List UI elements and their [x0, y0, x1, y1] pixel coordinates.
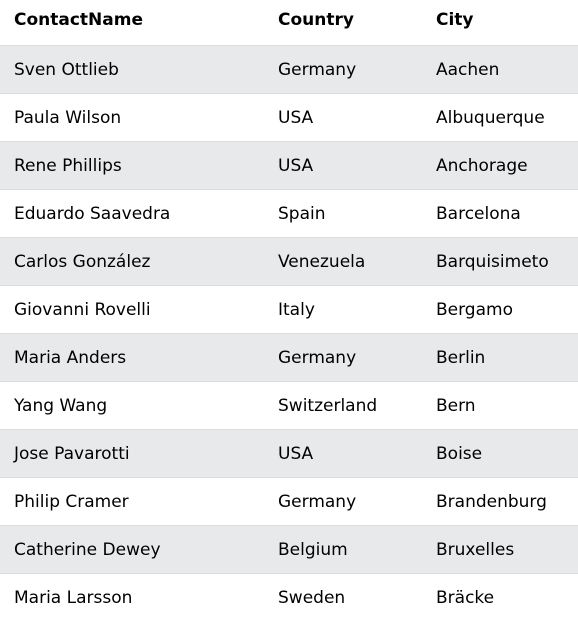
table-row [0, 94, 578, 142]
cell-contactname: Catherine Dewey [0, 526, 264, 574]
table-row [0, 478, 578, 526]
cell-contactname: Maria Larsson [0, 574, 264, 621]
cell-contactname: Yang Wang [0, 382, 264, 430]
cell-contactname: Maria Anders [0, 334, 264, 382]
cell-city: Barquisimeto [422, 238, 578, 286]
cell-contactname: Eduardo Saavedra [0, 190, 264, 238]
cell-contactname: Rene Phillips [0, 142, 264, 190]
cell-city: Berlin [422, 334, 578, 382]
cell-country: Germany [264, 334, 422, 382]
cell-country: USA [264, 94, 422, 142]
cell-city: Boise [422, 430, 578, 478]
header-row [0, 0, 578, 46]
cell-contactname: Philip Cramer [0, 478, 264, 526]
cell-contactname: Giovanni Rovelli [0, 286, 264, 334]
column-header-city: City [422, 0, 578, 46]
cell-country: Sweden [264, 574, 422, 621]
cell-country: Italy [264, 286, 422, 334]
table-row [0, 46, 578, 94]
table-row [0, 382, 578, 430]
cell-country: Switzerland [264, 382, 422, 430]
table-row [0, 286, 578, 334]
cell-city: Aachen [422, 46, 578, 94]
cell-city: Bern [422, 382, 578, 430]
column-header-contactname: ContactName [0, 0, 264, 46]
cell-country: Germany [264, 478, 422, 526]
cell-country: Germany [264, 46, 422, 94]
cell-contactname: Sven Ottlieb [0, 46, 264, 94]
table-row [0, 574, 578, 621]
cell-city: Anchorage [422, 142, 578, 190]
cell-city: Albuquerque [422, 94, 578, 142]
table-row [0, 526, 578, 574]
cell-country: USA [264, 430, 422, 478]
table-body [0, 46, 578, 621]
cell-city: Bruxelles [422, 526, 578, 574]
cell-country: Belgium [264, 526, 422, 574]
cell-city: Brandenburg [422, 478, 578, 526]
cell-contactname: Carlos González [0, 238, 264, 286]
cell-contactname: Jose Pavarotti [0, 430, 264, 478]
cell-country: Spain [264, 190, 422, 238]
cell-city: Bergamo [422, 286, 578, 334]
table-header [0, 0, 578, 46]
table-row [0, 142, 578, 190]
table-row [0, 430, 578, 478]
cell-city: Bräcke [422, 574, 578, 621]
table-row [0, 238, 578, 286]
cell-country: Venezuela [264, 238, 422, 286]
column-header-country: Country [264, 0, 422, 46]
cell-city: Barcelona [422, 190, 578, 238]
table-row [0, 334, 578, 382]
table-row [0, 190, 578, 238]
cell-country: USA [264, 142, 422, 190]
cell-contactname: Paula Wilson [0, 94, 264, 142]
